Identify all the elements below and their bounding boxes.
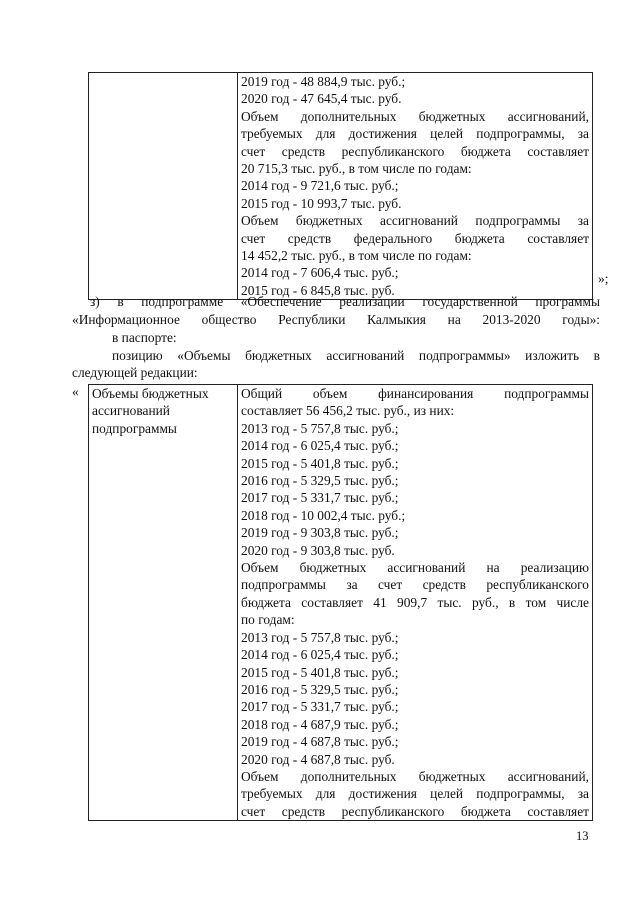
text-line: 2017 год - 5 331,7 тыс. руб.; xyxy=(241,699,399,715)
bottom-table xyxy=(88,384,593,821)
page-number: 13 xyxy=(576,829,589,843)
text-line: 2015 год - 5 401,8 тыс. руб.; xyxy=(241,455,399,471)
text-line: 20 715,3 тыс. руб., в том числе по годам: xyxy=(241,161,472,177)
text-line: бюджета составляет 41 909,7 тыс. руб., в том числе xyxy=(241,594,589,610)
text-line: подпрограммы за счет средств республиканского xyxy=(241,577,589,593)
text-line: Объем дополнительных бюджетных ассигнований, xyxy=(241,768,589,784)
text-line: 2020 год - 4 687,8 тыс. руб. xyxy=(241,751,395,767)
paragraph-passport: в паспорте: xyxy=(112,330,177,345)
text-line: 2020 год - 9 303,8 тыс. руб. xyxy=(241,542,395,558)
label-line: Объемы бюджетных xyxy=(92,386,209,401)
text-line: 2019 год - 9 303,8 тыс. руб.; xyxy=(241,525,399,541)
text-line: требуемых для достижения целей подпрограммы, за xyxy=(241,126,589,142)
text-line: 2020 год - 47 645,4 тыс. руб. xyxy=(241,91,402,107)
text-line: требуемых для достижения целей подпрограммы, за xyxy=(241,786,589,802)
text-line: 2017 год - 5 331,7 тыс. руб.; xyxy=(241,490,399,506)
top-table-lines xyxy=(241,73,589,299)
text-line: 2014 год - 7 606,4 тыс. руб.; xyxy=(241,265,399,281)
text-line: счет средств республиканского бюджета составляет xyxy=(241,143,589,159)
label-line: ассигнований xyxy=(92,403,170,419)
text-line: Объем бюджетных ассигнований подпрограммы за xyxy=(241,213,589,229)
text-line: 2016 год - 5 329,5 тыс. руб.; xyxy=(241,473,399,489)
text-line: счет средств федерального бюджета составляет xyxy=(241,230,589,246)
text-line: Объем бюджетных ассигнований на реализацию xyxy=(241,560,589,576)
text-line: 2014 год - 6 025,4 тыс. руб.; xyxy=(241,438,399,454)
top-table-content-cell xyxy=(238,73,593,300)
text-line: 2018 год - 4 687,9 тыс. руб.; xyxy=(241,716,399,732)
paragraph-edition: следующей редакции: xyxy=(72,365,198,380)
bottom-table-content-cell xyxy=(238,385,593,821)
text-line: 2015 год - 10 993,7 тыс. руб. xyxy=(241,195,402,211)
text-line: 2018 год - 10 002,4 тыс. руб.; xyxy=(241,507,406,523)
text-line: 2014 год - 9 721,6 тыс. руб.; xyxy=(241,178,399,194)
text-line: 2019 год - 48 884,9 тыс. руб.; xyxy=(241,74,406,89)
label-line: подпрограммы xyxy=(92,420,177,436)
text-line: 2015 год - 5 401,8 тыс. руб.; xyxy=(241,664,399,680)
text-line: Объем дополнительных бюджетных ассигнований, xyxy=(241,108,589,124)
text-line: по годам: xyxy=(241,612,295,628)
bottom-table-lines xyxy=(241,385,589,820)
top-table-label-cell xyxy=(89,73,238,300)
bottom-table-label-cell xyxy=(89,385,238,821)
top-table xyxy=(88,72,593,300)
text-line: счет средств республиканского бюджета составляет xyxy=(241,803,589,819)
text-line: 2016 год - 5 329,5 тыс. руб.; xyxy=(241,681,399,697)
text-line: 2013 год - 5 757,8 тыс. руб.; xyxy=(241,420,399,436)
paragraph-program-name: «Информационное общество Республики Калмыкия на 2013-2020 годы»: xyxy=(72,312,600,327)
text-line: 2015 год - 6 845,8 тыс. руб. xyxy=(241,282,395,298)
paragraph-subprogram-intro: з) в подпрограмме «Обеспечение реализации государственной программы xyxy=(90,294,600,309)
text-line: 2014 год - 6 025,4 тыс. руб.; xyxy=(241,647,399,663)
bottom-table-label xyxy=(92,385,234,437)
opening-quote-mark: « xyxy=(72,384,79,399)
text-line: Общий объем финансирования подпрограммы xyxy=(241,386,589,401)
paragraph-position-instruction: позицию «Объемы бюджетных ассигнований подпрограммы» изложить в xyxy=(112,348,600,363)
text-line: 2013 год - 5 757,8 тыс. руб.; xyxy=(241,629,399,645)
text-line: составляет 56 456,2 тыс. руб., из них: xyxy=(241,403,455,419)
text-line: 14 452,2 тыс. руб., в том числе по годам: xyxy=(241,248,472,264)
closing-quote-mark: »; xyxy=(598,271,609,286)
text-line: 2019 год - 4 687,8 тыс. руб.; xyxy=(241,734,399,750)
